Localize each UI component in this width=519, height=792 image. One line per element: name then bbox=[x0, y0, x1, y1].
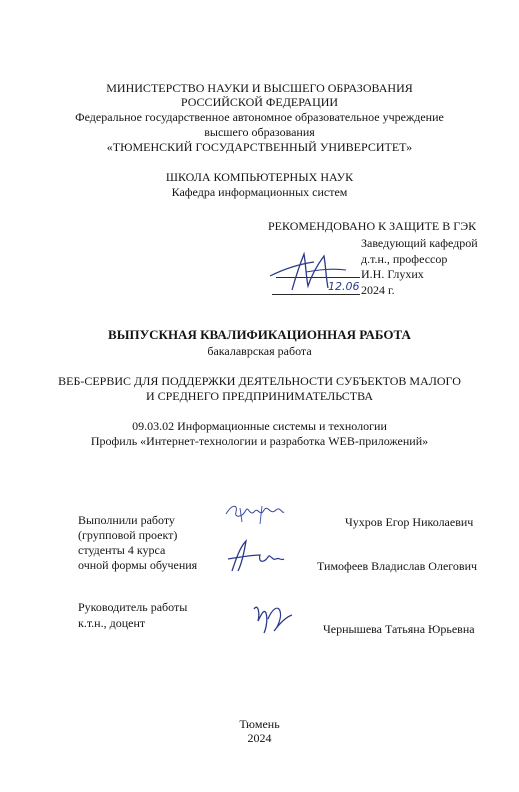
signature-date-handwriting: 12.06 bbox=[328, 280, 360, 293]
topic-line-1: ВЕБ-СЕРВИС ДЛЯ ПОДДЕРЖКИ ДЕЯТЕЛЬНОСТИ СУБЪЕКТОВ МАЛОГО bbox=[58, 374, 461, 388]
student-1-signature bbox=[222, 498, 288, 528]
footer-year: 2024 bbox=[247, 731, 272, 745]
work-subtype: бакалаврская работа bbox=[207, 344, 312, 358]
topic-line-2: И СРЕДНЕГО ПРЕДПРИНИМАТЕЛЬСТВА bbox=[145, 389, 374, 403]
institution-line-2: высшего образования bbox=[204, 125, 315, 139]
authors-label-line-2: (групповой проект) bbox=[78, 528, 178, 542]
footer-city: Тюмень bbox=[239, 717, 280, 731]
approval-heading: РЕКОМЕНДОВАНО К ЗАЩИТЕ В ГЭК bbox=[268, 219, 477, 233]
student-1-name: Чухров Егор Николаевич bbox=[345, 515, 474, 529]
supervisor-label-line-2: к.т.н., доцент bbox=[78, 616, 146, 630]
profile: Профиль «Интернет-технологии и разработка WEB-приложений» bbox=[90, 434, 429, 448]
supervisor-label-line-1: Руководитель работы bbox=[78, 600, 188, 614]
ministry-line-2: РОССИЙСКОЙ ФЕДЕРАЦИИ bbox=[180, 95, 339, 109]
authors-label-line-3: студенты 4 курса bbox=[78, 543, 166, 557]
student-2-name: Тимофеев Владислав Олегович bbox=[317, 559, 478, 573]
ministry-line-1: МИНИСТЕРСТВО НАУКИ И ВЫСШЕГО ОБРАЗОВАНИЯ bbox=[106, 81, 413, 95]
approval-degree: д.т.н., профессор bbox=[361, 252, 448, 266]
university-name: «ТЮМЕНСКИЙ ГОСУДАРСТВЕННЫЙ УНИВЕРСИТЕТ» bbox=[106, 140, 413, 154]
specialty: 09.03.02 Информационные системы и технологии bbox=[132, 419, 387, 433]
head-of-department-signature bbox=[266, 246, 366, 296]
department-name: Кафедра информационных систем bbox=[171, 185, 348, 199]
work-type-title: ВЫПУСКНАЯ КВАЛИФИКАЦИОННАЯ РАБОТА bbox=[108, 327, 411, 342]
supervisor-name: Чернышева Татьяна Юрьевна bbox=[323, 622, 475, 636]
approval-position: Заведующий кафедрой bbox=[361, 236, 478, 250]
authors-label-line-4: очной формы обучения bbox=[78, 558, 198, 572]
approval-name: И.Н. Глухих bbox=[361, 267, 424, 281]
authors-label-line-1: Выполнили работу bbox=[78, 513, 175, 527]
institution-line-1: Федеральное государственное автономное образовательное учреждение bbox=[75, 110, 444, 124]
student-2-signature bbox=[224, 537, 286, 577]
school-name: ШКОЛА КОМПЬЮТЕРНЫХ НАУК bbox=[165, 170, 354, 184]
approval-year: 2024 г. bbox=[361, 283, 395, 297]
supervisor-signature bbox=[250, 599, 296, 637]
